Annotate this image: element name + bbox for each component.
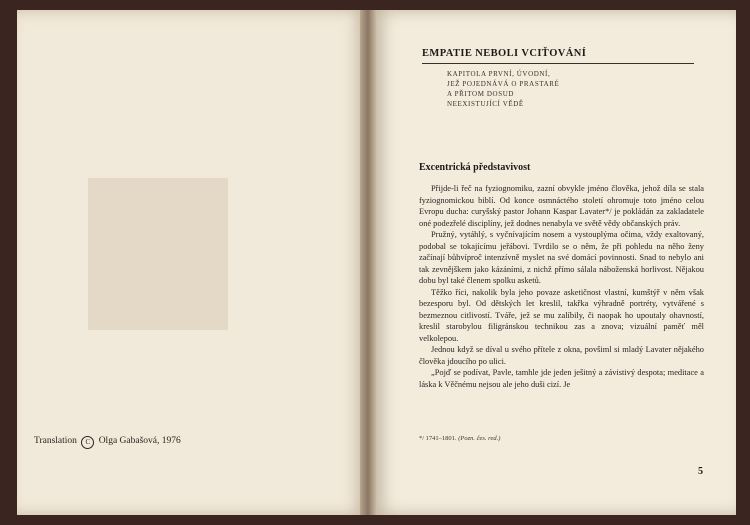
paragraph: Přijde-li řeč na fyziognomiku, zazní obvykle jméno člověka, jehož díla se stala fyziognomickou biblí. Od konce osmnáctého století ohromuje toto jméno celou Evropu ducha: curyšský pastor Johann Kaspar Lavater*/ je pokládán za zakladatele oné podezřelé disciplíny, jež dodnes nenabyla ve světě vědy občanských práv. [419, 184, 704, 228]
chapter-title: EMPATIE NEBOLI VCIŤOVÁNÍ [422, 48, 587, 59]
book-gutter [360, 10, 376, 515]
subtitle-line: NEEXISTUJÍCÍ VĚDĚ [447, 100, 524, 108]
paragraph: Pružný, vytáhlý, s vyčnívajícím nosem a vystouplýma očima, vždy exaltovaný, podobal se tokajícímu jeřábovi. Tvrdilo se o něm, že při pohledu na něho ženy začínají bůhvíproč intenzívně myslet na své domácí povinnosti. Snad to nebylo ani tak zevnějškem jako kázáními, z nichž přímo sálala náboženská horlivost. Nějakou dobu byl také členem spolku asketů. [419, 230, 704, 285]
translation-credit [34, 436, 181, 449]
copyright-icon: C [81, 436, 94, 449]
footnote [419, 435, 500, 442]
body-text [419, 183, 704, 390]
section-heading: Excentrická představivost [419, 162, 531, 173]
translation-prefix: Translation [34, 436, 77, 446]
footnote-main: */ 1741–1801. [419, 435, 457, 442]
subtitle-line: A PŘITOM DOSUD [447, 90, 515, 98]
show-through-image [88, 178, 228, 330]
chapter-subtitle [447, 69, 559, 109]
paragraph: Těžko říci, nakolik byla jeho povaze asketičnost vlastní, kumštýř v něm však bezesporu byl. Od dětských let kreslil, takřka výhradně portréty, vytvářené s bezmeznou citlivostí. Tváře, jež se mu zalíbily, či naopak ho upoutaly ohavností, kreslil starobylou filigránskou technikou zas a znova; vizuální paměť měl velkolepou. [419, 287, 704, 343]
paragraph: Jednou když se díval u svého přítele z okna, povšiml si mladý Lavater nějakého člověka jdoucího po ulici. [419, 345, 704, 366]
footnote-note: (Pozn. čes. red.) [458, 435, 501, 442]
subtitle-line: JEŽ POJEDNÁVÁ O PRASTARÉ [447, 80, 560, 88]
title-rule [422, 63, 694, 64]
subtitle-line: KAPITOLA PRVNÍ, ÚVODNÍ, [447, 70, 551, 78]
page-number: 5 [698, 466, 703, 477]
translation-rest: Olga Gabašová, 1976 [98, 436, 181, 446]
paragraph: „Pojď se podívat, Pavle, tamhle jde jeden ješitný a závistivý despota; meditace a láska k Věčnému nejsou ale jeho duši cizí. Je [419, 368, 704, 389]
